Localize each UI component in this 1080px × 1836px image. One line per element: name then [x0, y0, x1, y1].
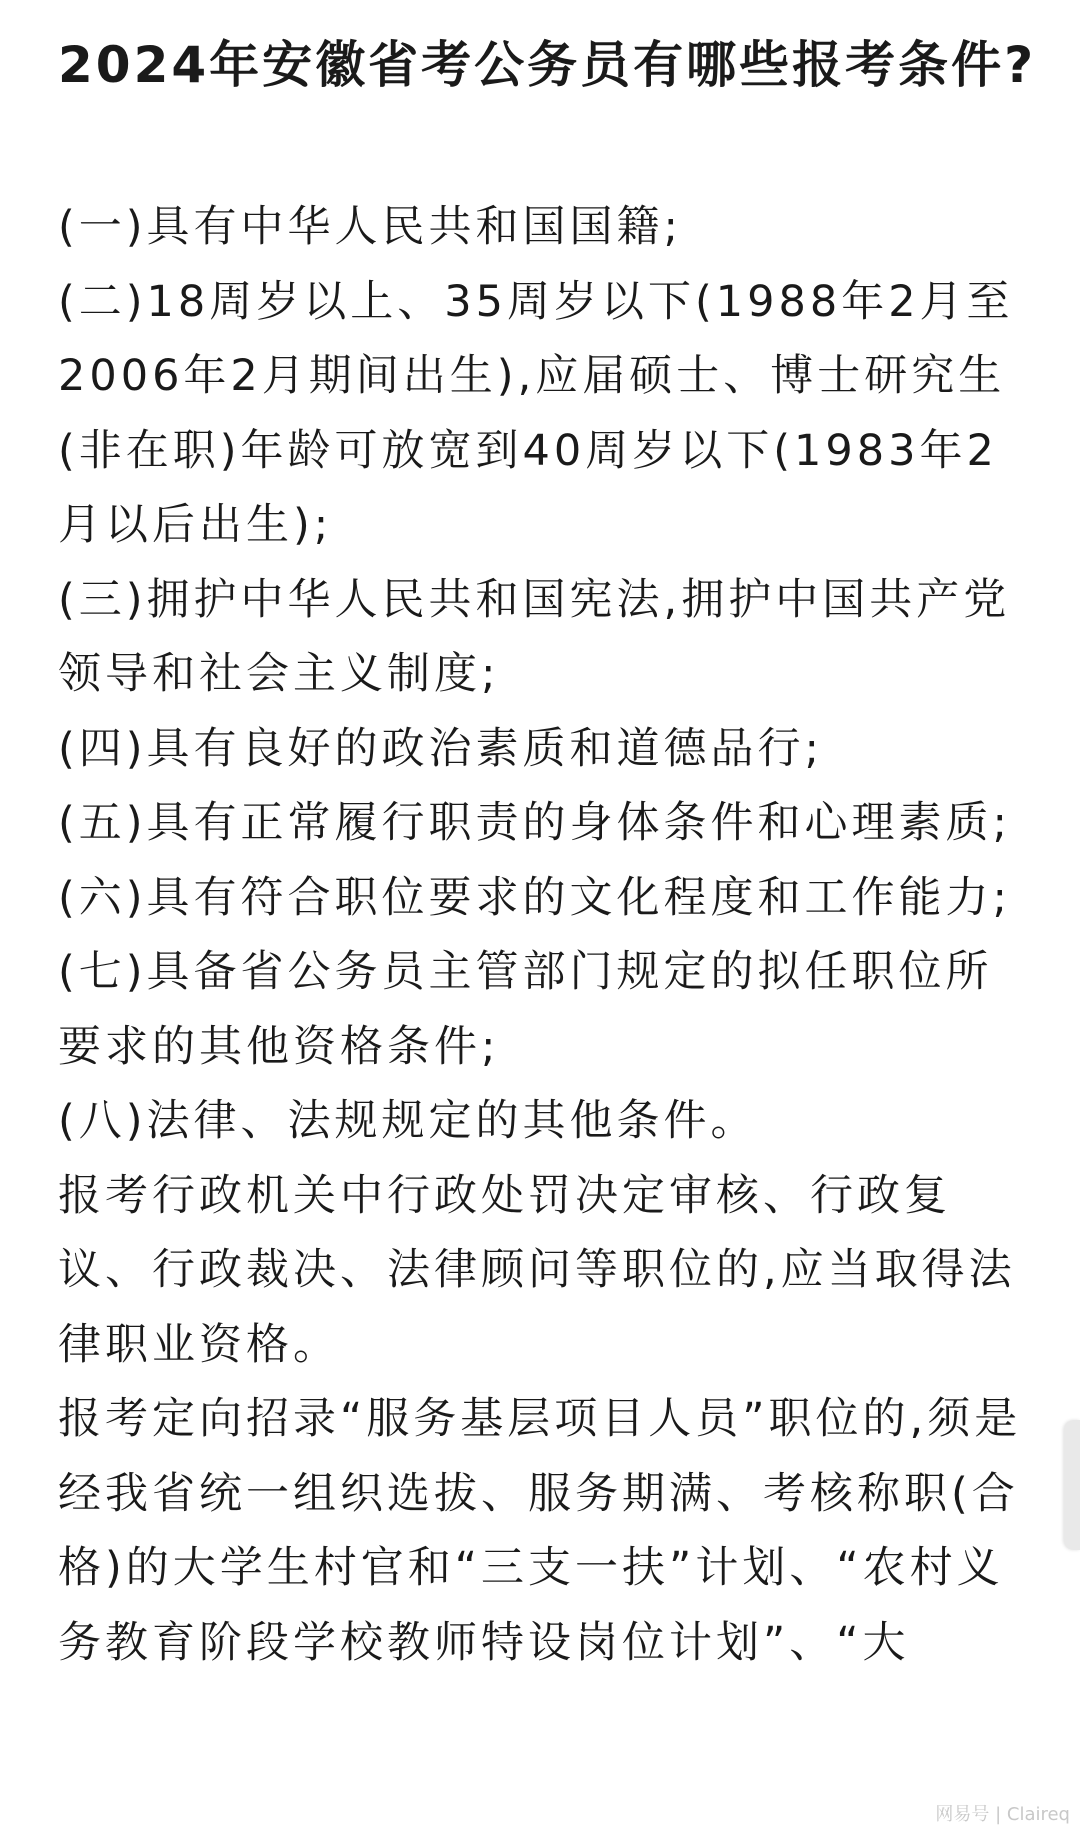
condition-8: (八)法律、法规规定的其他条件。	[58, 1096, 758, 1146]
condition-4: (四)具有良好的政治素质和道德品行;	[58, 723, 824, 774]
condition-5: (五)具有正常履行职责的身体条件和心理素质;	[58, 798, 1012, 848]
article-title: 2024年安徽省考公务员有哪些报考条件?	[58, 36, 1037, 94]
condition-3: (三)拥护中华人民共和国宪法,拥护中国共产党领导和社会主义制度;	[58, 574, 1011, 699]
condition-1: (一)具有中华人民共和国国籍;	[58, 202, 683, 252]
scroll-handle[interactable]	[1064, 1420, 1080, 1550]
article-body	[58, 190, 1038, 1680]
condition-2: (二)18周岁以上、35周岁以下(1988年2月至2006年2月期间出生),应届硕士、博士研究生(非在职)年龄可放宽到40周岁以下(1983年2月以后出生);	[58, 276, 1014, 550]
condition-6: (六)具有符合职位要求的文化程度和工作能力;	[58, 872, 1012, 923]
law-qualification-note: 报考行政机关中行政处罚决定审核、行政复议、行政裁决、法律顾问等职位的,应当取得法律职业资格。	[58, 1170, 1016, 1370]
condition-7: (七)具备省公务员主管部门规定的拟任职位所要求的其他资格条件;	[58, 947, 993, 1072]
grassroots-service-note: 报考定向招录“服务基层项目人员”职位的,须是经我省统一组织选拔、服务期满、考核称职(合格)的大学生村官和“三支一扶”计划、“农村义务教育阶段学校教师特设岗位计划”、“大	[58, 1394, 1022, 1668]
watermark: 网易号 | Claireq	[935, 1804, 1070, 1825]
